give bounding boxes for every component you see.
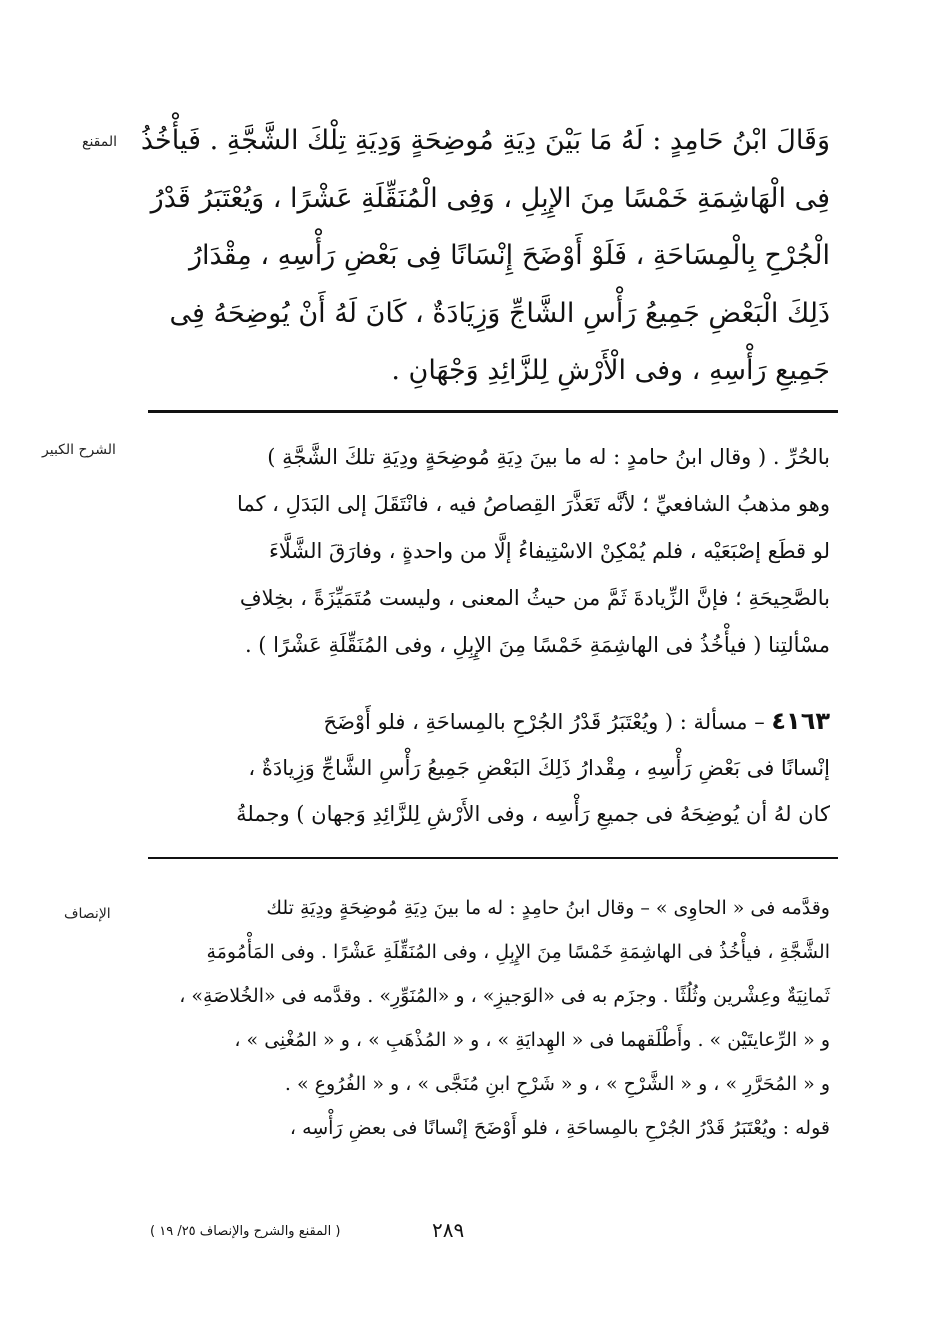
insaf-line: الشَّجَّةِ ، فيأْخُذُ فى الهاشِمَةِ خَمْسًا مِنَ الإِبِلِ ، وفى المُنَقِّلَةِ عَشْرًا . وفى المَأْمُومَةِ xyxy=(206,941,830,963)
page-number: ٢٨٩ xyxy=(432,1218,465,1242)
insaf-line: وقدَّمه فى « الحاوِى » – وقال ابنُ حامِدٍ : له ما بينَ دِيَةِ مُوضِحَةٍ ودِيَةِ تلك xyxy=(266,897,830,919)
masala-line xyxy=(140,698,830,745)
masala-line: كان لهُ أن يُوضِحَهُ فى جميعِ رَأْسِه ، وفى الأَرْشِ لِلزَّائِدِ وَجهان ) وجملةُ xyxy=(236,802,830,826)
muqni-line: ذَلِكَ الْبَعْضِ جَمِيعُ رَأْسِ الشَّاجِّ وَزِيَادَةٌ ، كَانَ لَهُ أَنْ يُوضِحَهُ فِى xyxy=(169,297,830,329)
masala-number: ٤١٦٣ xyxy=(771,707,830,735)
insaf-line: ثَمانِيَةٌ وعِشْرين وثُلُثًا . وجزَم به فى «الوَجيزِ» ، و «المُنَوِّرِ» . وقدَّمه فى «الخُلاصَةِ» ، xyxy=(179,985,830,1007)
muqni-line: وَقَالَ ابْنُ حَامِدٍ : لَهُ مَا بَيْنَ دِيَةِ مُوضِحَةٍ وَدِيَةِ تِلْكَ الشَّجَّةِ . فَيأْخُذُ xyxy=(140,125,830,156)
sharh-line: وهو مذهبُ الشافعيِّ ؛ لأنَّه تَعَذَّرَ القِصاصُ فيه ، فانْتَقَلَ إلى البَدَلِ ، كما xyxy=(236,492,830,516)
volume-reference: ( المقنع والشرح والإنصاف ٢٥/ ١٩ ) xyxy=(150,1224,341,1239)
label-sharh-kabir: الشرح الكبير xyxy=(42,442,116,458)
muqni-line: جَمِيعِ رَأْسِهِ ، وفى الْأَرْشِ لِلزَّائِدِ وَجْهَانِ . xyxy=(391,355,830,386)
insaf-line: و « المُحَرَّرِ » ، و « الشَّرْحِ » ، و « شَرْحِ ابنِ مُنَجَّى » ، و « الفُرُوعِ » . xyxy=(284,1073,830,1095)
section-divider xyxy=(148,410,838,413)
masala-heading: – مسألة : ( ويُعْتَبَرُ قَدْرُ الجُرْحِ بالمِساحَةِ ، فلو أَوْضَحَ xyxy=(323,710,772,734)
muqni-line: الْجُرْحِ بِالْمِسَاحَةِ ، فَلَوْ أَوْضَحَ إِنْسَانًا فِى بَعْضِ رَأْسِهِ ، مِقْدَارُ xyxy=(188,240,830,271)
section-divider xyxy=(148,857,838,859)
label-muqni: المقنع xyxy=(82,134,118,150)
insaf-line: و « الرِّعايتَيْن » . وأَطْلَقهما فى « الهِدايَةِ » ، و « المُذْهَبِ » ، و « المُغْنِى » ، xyxy=(234,1029,830,1051)
sharh-text xyxy=(140,434,830,669)
masala-text xyxy=(140,698,830,837)
insaf-line: قوله : ويُعْتَبَرُ قَدْرُ الجُرْحِ بالمِساحَةِ ، فلو أَوْضَحَ إنْسانًا فى بعضِ رَأْسِه ، xyxy=(289,1117,830,1139)
muqni-line: فِى الْهَاشِمَةِ خَمْسًا مِنَ الإِبِلِ ، وَفِى الْمُنَقِّلَةِ عَشْرًا ، وَيُعْتَبَرُ قَدْرُ xyxy=(150,182,830,214)
sharh-line: بالحُرِّ . ( وقال ابنُ حامدٍ : له ما بينَ دِيَةِ مُوضِحَةٍ ودِيَةِ تلكَ الشَّجَّةِ ) xyxy=(267,445,830,469)
masala-line: إنْسانًا فى بَعْضِ رَأْسِهِ ، مِقْدارُ ذَلِكَ البَعْضِ جَمِيعُ رَأْسِ الشَّاجِّ وَزِيادَةٌ ، xyxy=(248,756,830,780)
sharh-line: لو قطَع إصْبَعَيْه ، فلم يُمْكِنْ الاسْتِيفاءُ إلَّا من واحدةٍ ، وفارَقَ الشَّلَّاءَ xyxy=(268,539,830,563)
label-insaf: الإنصاف xyxy=(64,906,111,922)
muqni-text xyxy=(140,112,830,400)
sharh-line: بالصَّحِيحَةِ ؛ فإنَّ الزِّيادةَ ثَمَّ من حيثُ المعنى ، وليست مُتَمَيِّزَةً ، بخِلافِ xyxy=(239,586,830,610)
sharh-line: مسْألتِنا ( فيأْخُذُ فى الهاشِمَةِ خَمْسًا مِنَ الإِبِلِ ، وفى المُنَقِّلَةِ عَشْرًا ) . xyxy=(244,633,830,657)
insaf-text xyxy=(140,886,830,1150)
